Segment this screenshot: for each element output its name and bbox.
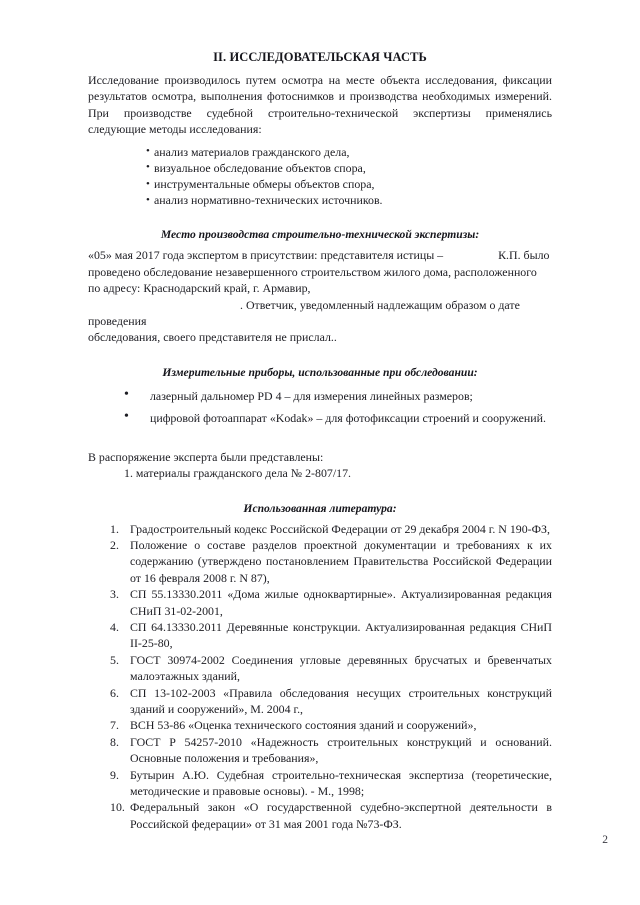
table-row: ВСН 53-86 «Оценка технического состояния зданий и сооружений», [130, 718, 477, 733]
methods-list [88, 144, 552, 209]
table-row: Бутырин А.Ю. Судебная строительно-техническая экспертиза (теоретические, методические и правовые основы). - М., 1998; [130, 767, 552, 798]
list-item: • анализ нормативно-технических источников. [146, 192, 552, 208]
table-row: Положение о составе разделов проектной документации и требованиях к их содержанию (утверждено постановлением Правительства Российской Федерации от 16 февраля 2008 г. N 87), [130, 537, 552, 585]
table-row: СП 64.13330.2011 Деревянные конструкции. Актуализированная редакция СНиП II-25-80, [130, 619, 552, 651]
table-row: СП 55.13330.2011 «Дома жилые одноквартирные». Актуализированная редакция СНиП 31-02-2001, [130, 587, 552, 618]
place-line-2: проведено обследование незавершенного строительством жилого дома, расположенного [88, 264, 537, 279]
place-line-4 [88, 297, 552, 330]
instruments-list [88, 388, 552, 427]
place-line-3: по адресу: Краснодарский край, г. Армавир, [88, 281, 311, 296]
place-line-5: обследования, своего представителя не прислал.. [88, 330, 337, 345]
place-line-1-text: «05» мая 2017 года экспертом в присутствии: представителя истицы – [88, 248, 444, 263]
instruments-section-heading: Измерительные приборы, использованные при обследовании: [162, 365, 478, 379]
table-row: Федеральный закон «О государственной судебно-экспертной деятельности в Российской федерации» от 31 мая 2001 года №73-ФЗ. [130, 800, 552, 831]
place-line-1 [88, 247, 552, 263]
table-row: ГОСТ Р 54257-2010 «Надежность строительных конструкций и оснований. Основные положения и требования», [130, 734, 552, 766]
list-item: • лазерный дальномер PD 4 – для измерения линейных размеров; [88, 388, 552, 404]
literature-section-heading: Использованная литература: [243, 501, 397, 515]
page-title: II. ИССЛЕДОВАТЕЛЬСКАЯ ЧАСТЬ [213, 50, 427, 64]
table-row: ГОСТ 30974-2002 Соединения угловые деревянных брусчатых и бревенчатых малоэтажных зданий, [130, 652, 552, 684]
table-row: СП 13-102-2003 «Правила обследования несущих строительных конструкций зданий и сооружений», М. 2004 г., [130, 685, 552, 716]
table-row: Градостроительный кодекс Российской Федерации от 29 декабря 2004 г. N 190-ФЗ, [130, 521, 550, 536]
literature-list [88, 521, 552, 833]
list-item: • цифровой фотоаппарат «Kodak» – для фотофиксации строений и сооружений. [88, 410, 552, 426]
place-line-4-text: . Ответчик, уведомленный надлежащим образом о дате проведения [88, 297, 520, 329]
materials-item: 1. материалы гражданского дела № 2-807/17. [124, 466, 352, 481]
list-item: • инструментальные обмеры объектов спора, [146, 176, 552, 192]
place-line-1-tail: К.П. было [498, 248, 550, 263]
place-section-heading: Место производства строительно-технической экспертизы: [160, 228, 480, 242]
page-number: 2 [602, 834, 608, 846]
materials-lead: В распоряжение эксперта были представлены: [88, 449, 324, 464]
intro-paragraph: Исследование производилось путем осмотра на месте объекта исследования, фиксации результатов осмотра, выполнения фотоснимков и производства необходимых измерений. При производстве судебной строительно-технической экспертизы применялись следующие методы исследования: [88, 73, 552, 137]
list-item: • визуальное обследование объектов спора, [146, 160, 552, 176]
page-content [88, 50, 552, 832]
list-item: • анализ материалов гражданского дела, [146, 144, 552, 160]
